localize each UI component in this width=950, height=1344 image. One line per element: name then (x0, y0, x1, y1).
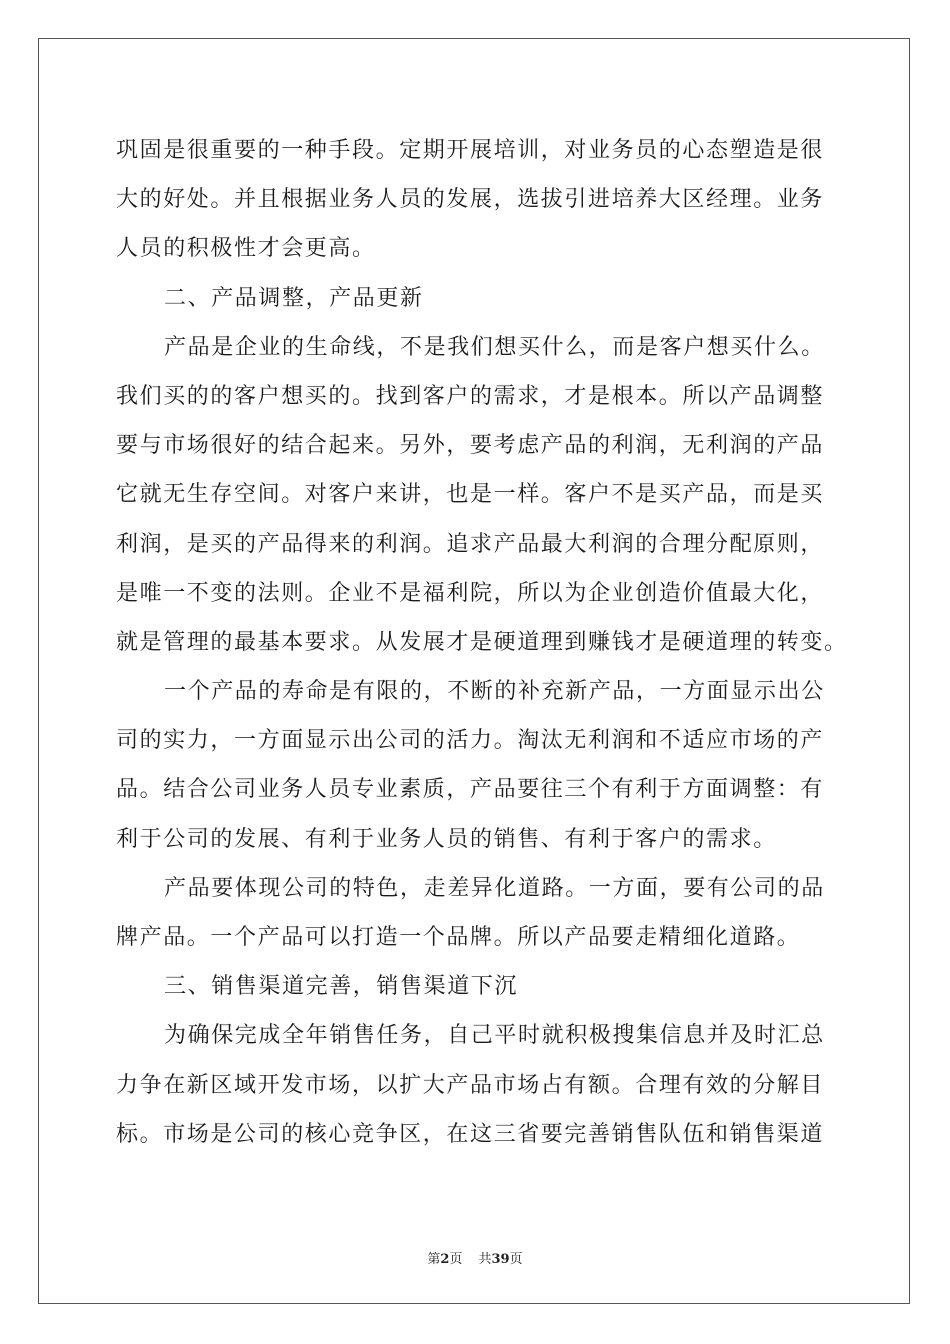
text-line: 大的好处。并且根据业务人员的发展，选拔引进培养大区经理。业务 (116, 187, 825, 213)
total-suffix: 页 (509, 1252, 523, 1267)
document-body (116, 126, 848, 1159)
page-prefix: 第 (427, 1252, 441, 1267)
text-line: 牌产品。一个产品可以打造一个品牌。所以产品要走精细化道路。 (116, 925, 801, 950)
text-line: 标。市场是公司的核心竞争区，在这三省要完善销售队伍和销售渠道 (116, 1121, 825, 1147)
section-heading: 三、销售渠道完善，销售渠道下沉 (164, 974, 519, 1000)
page-suffix: 页 (449, 1252, 463, 1267)
page-number: 2 (440, 1252, 450, 1267)
text-line: 利于公司的发展、有利于业务人员的销售、有利于客户的需求。 (116, 826, 777, 852)
text-line: 一个产品的寿命是有限的，不断的补充新产品，一方面显示出公 (164, 679, 825, 705)
text-line: 就是管理的最基本要求。从发展才是硬道理到赚钱才是硬道理的转变。 (116, 629, 848, 655)
text-line: 是唯一不变的法则。企业不是福利院，所以为企业创造价值最大化， (116, 580, 825, 606)
text-line: 它就无生存空间。对客户来讲，也是一样。客户不是买产品，而是买 (116, 482, 825, 508)
total-prefix: 共 (478, 1252, 492, 1267)
text-line: 力争在新区域开发市场，以扩大产品市场占有额。合理有效的分解目 (116, 1072, 825, 1098)
text-line: 我们买的的客户想买的。找到客户的需求，才是根本。所以产品调整 (116, 383, 825, 409)
text-line: 巩固是很重要的一种手段。定期开展培训，对业务员的心态塑造是很 (116, 138, 825, 163)
text-line: 为确保完成全年销售任务，自己平时就积极搜集信息并及时汇总 (164, 1023, 825, 1049)
text-line: 品。结合公司业务人员专业素质，产品要往三个有利于方面调整：有 (116, 777, 825, 803)
section-heading: 二、产品调整，产品更新 (164, 285, 424, 311)
text-line: 产品是企业的生命线，不是我们想买什么，而是客户想买什么。 (164, 334, 825, 360)
text-line: 要与市场很好的结合起来。另外，要考虑产品的利润，无利润的产品 (116, 433, 825, 459)
text-line: 司的实力，一方面显示出公司的活力。淘汰无利润和不适应市场的产 (116, 728, 825, 754)
text-line: 利润，是买的产品得来的利润。追求产品最大利润的合理分配原则， (116, 531, 825, 557)
total-pages: 39 (491, 1252, 510, 1267)
page-footer (0, 1248, 950, 1267)
text-line: 人员的积极性才会更高。 (116, 236, 376, 262)
text-line: 产品要体现公司的特色，走差异化道路。一方面，要有公司的品 (164, 875, 825, 901)
